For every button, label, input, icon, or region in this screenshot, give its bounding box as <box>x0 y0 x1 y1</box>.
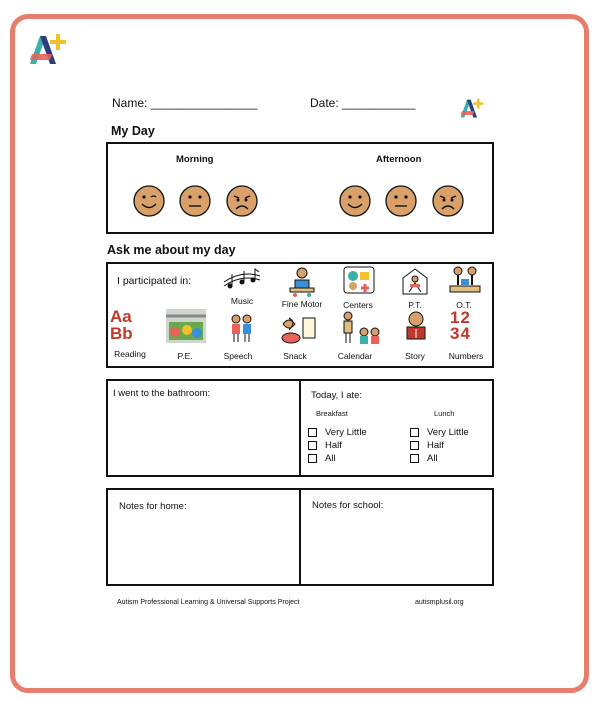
pe-icon[interactable] <box>165 308 207 344</box>
speech-icon[interactable] <box>228 313 254 343</box>
notes-school-label: Notes for school: <box>312 500 384 511</box>
name-field[interactable]: ________________ <box>150 96 258 110</box>
checkbox-icon <box>410 428 419 437</box>
calendar-icon[interactable] <box>338 310 382 346</box>
bathroom-ate-box <box>106 379 494 477</box>
morning-neutral-face-icon[interactable] <box>179 185 211 217</box>
autism-plus-logo-small <box>458 96 486 120</box>
participated-label: I participated in: <box>117 275 192 287</box>
breakfast-all-checkbox[interactable]: All <box>308 453 336 464</box>
snack-icon[interactable] <box>279 314 319 344</box>
afternoon-neutral-face-icon[interactable] <box>385 185 417 217</box>
lunch-all-checkbox[interactable]: All <box>410 453 438 464</box>
autism-plus-logo-large <box>26 30 70 68</box>
centers-label: Centers <box>343 300 373 310</box>
snack-label: Snack <box>283 351 307 361</box>
footer-project: Autism Professional Learning & Universal Supports Project <box>117 599 300 606</box>
breakfast-very-little-checkbox[interactable]: Very Little <box>308 427 367 438</box>
notes-home-label: Notes for home: <box>119 501 187 512</box>
pe-label: P.E. <box>177 351 193 361</box>
music-label: Music <box>230 296 254 306</box>
checkbox-icon <box>308 441 317 450</box>
pt-icon[interactable] <box>400 266 430 296</box>
notes-box <box>106 488 494 586</box>
lunch-half-checkbox[interactable]: Half <box>410 440 444 451</box>
fine-motor-label: Fine Motor <box>281 299 323 309</box>
checkbox-icon <box>308 428 317 437</box>
afternoon-label: Afternoon <box>376 154 422 165</box>
afternoon-happy-face-icon[interactable] <box>339 185 371 217</box>
ot-icon[interactable] <box>448 264 482 298</box>
ask-title: Ask me about my day <box>107 243 236 257</box>
numbers-icon[interactable]: 12 34 <box>450 308 471 343</box>
divider <box>299 490 301 584</box>
pt-label: P.T. <box>408 300 422 310</box>
calendar-label: Calendar <box>337 351 373 361</box>
morning-label: Morning <box>176 154 214 165</box>
breakfast-label: Breakfast <box>316 409 348 418</box>
reading-label: Reading <box>114 349 146 359</box>
story-icon[interactable] <box>403 311 429 345</box>
afternoon-sad-face-icon[interactable] <box>432 185 464 217</box>
music-notes-icon[interactable] <box>222 268 262 294</box>
centers-icon[interactable] <box>343 266 375 296</box>
bathroom-label: I went to the bathroom: <box>113 388 211 399</box>
numbers-label: Numbers <box>448 351 484 361</box>
divider <box>299 381 301 475</box>
checkbox-icon <box>410 454 419 463</box>
ot-label: O.T. <box>456 300 472 310</box>
fine-motor-icon[interactable] <box>287 266 317 298</box>
name-label: Name: <box>112 96 148 110</box>
footer-website[interactable]: autismplusil.org <box>415 599 464 606</box>
reading-icon[interactable]: Aa Bb <box>110 307 133 343</box>
my-day-title: My Day <box>111 124 155 138</box>
morning-happy-face-icon[interactable] <box>133 185 165 217</box>
checkbox-icon <box>308 454 317 463</box>
ate-label: Today, I ate: <box>311 390 363 401</box>
lunch-very-little-checkbox[interactable]: Very Little <box>410 427 469 438</box>
checkbox-icon <box>410 441 419 450</box>
date-field[interactable]: ___________ <box>342 96 416 110</box>
story-label: Story <box>405 351 425 361</box>
lunch-label: Lunch <box>434 409 455 418</box>
morning-sad-face-icon[interactable] <box>226 185 258 217</box>
breakfast-half-checkbox[interactable]: Half <box>308 440 342 451</box>
speech-label: Speech <box>223 351 253 361</box>
date-label: Date: <box>310 96 339 110</box>
